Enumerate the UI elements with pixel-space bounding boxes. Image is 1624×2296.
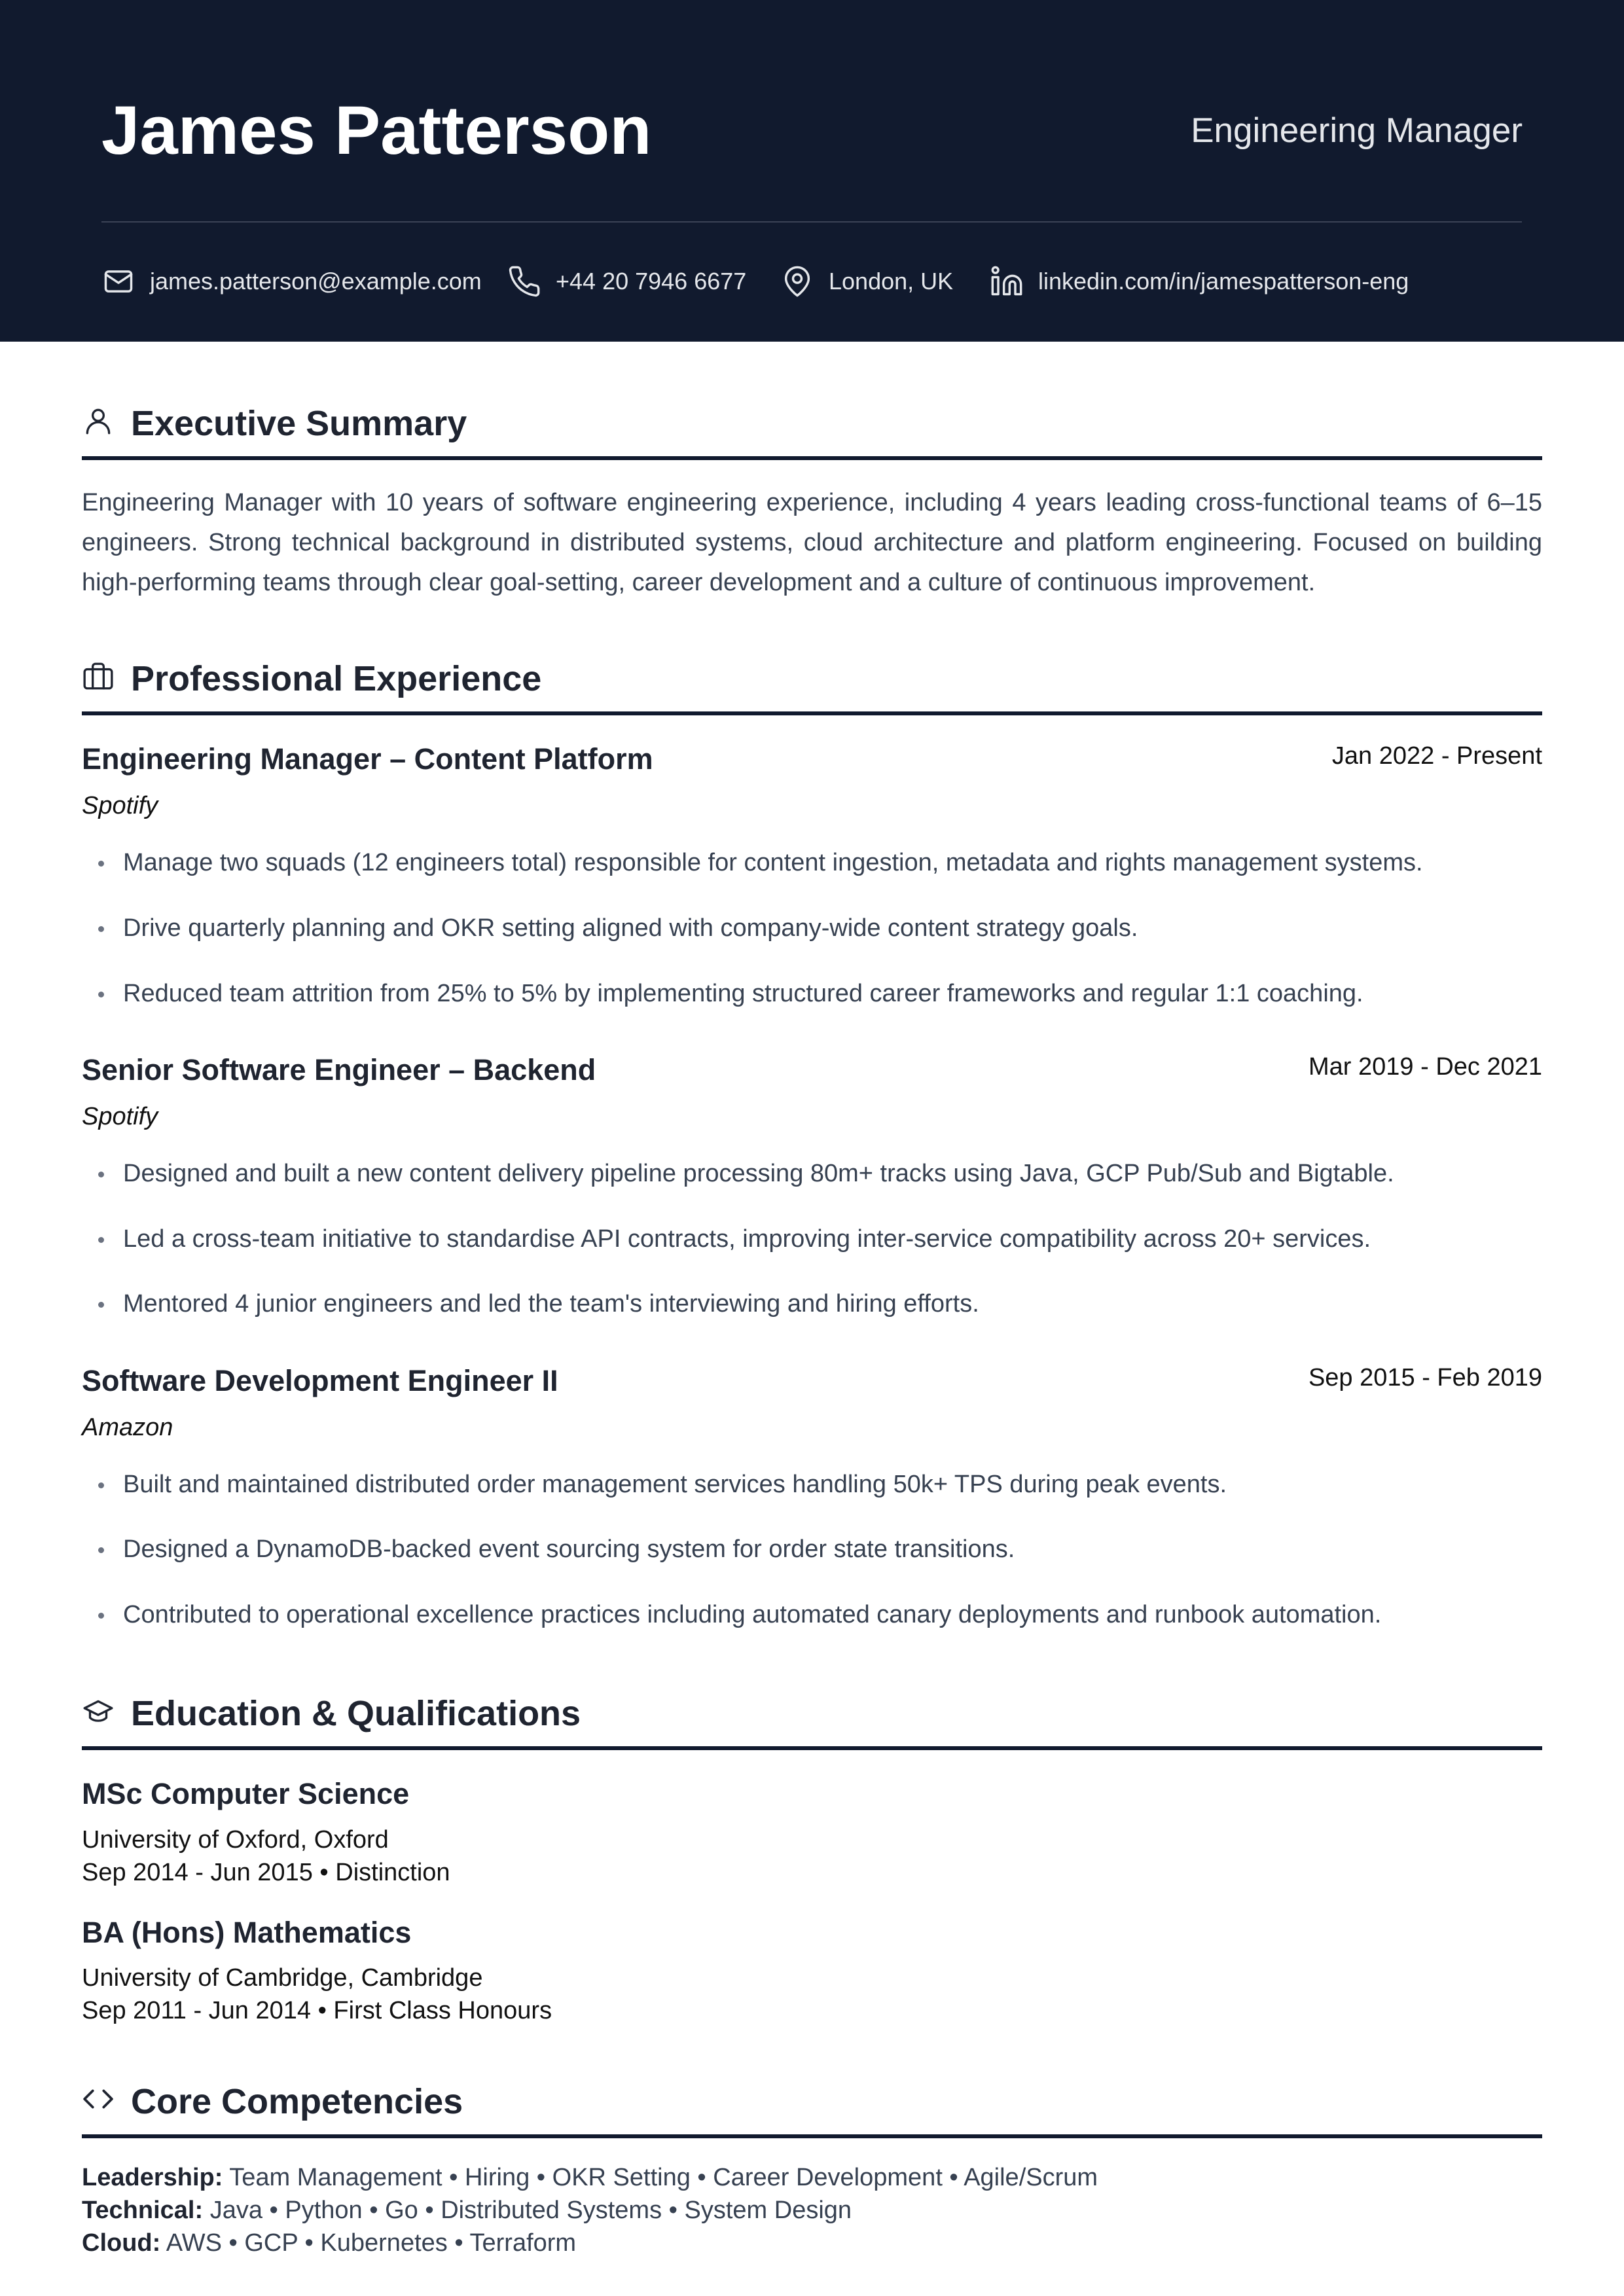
job-bullet [98,1285,979,1322]
competency-value: Team Management • Hiring • OKR Setting • Career Development • Agile/Scrum [229,2164,1098,2191]
education-degree: MSc Computer Science [82,1777,410,1810]
job-title: Engineering Manager – Content Platform [82,742,653,776]
section-divider [82,711,1542,715]
job-bullet-text: Drive quarterly planning and OKR setting aligned with company-wide content strategy goals. [123,914,1138,942]
section-divider [82,456,1542,460]
job-dates: Sep 2015 - Feb 2019 [1308,1364,1542,1391]
competency-label: Leadership: [82,2164,223,2191]
section-summary-heading [82,401,1542,453]
competency-line [82,2161,1098,2194]
section-competencies-heading [82,2079,1542,2131]
summary-text: Engineering Manager with 10 years of software engineering experience, including 4 years leading cross-functional teams of 6–15 engineers. Strong technical background in distributed systems, cloud architecture and platform engineering. Focused on building high-performing teams through clear goal-setting, career development and a culture of continuous improvement. [82,489,1542,596]
competency-label: Technical: [82,2197,204,2224]
job-bullet [98,1155,1394,1192]
phone-icon [507,264,541,298]
job-bullet [98,910,1138,946]
job-bullet [98,1531,1015,1568]
resume-header [0,0,1624,342]
code-icon [82,2083,115,2115]
briefcase-icon [82,660,115,692]
job-bullet-text: Mentored 4 junior engineers and led the team's interviewing and hiring efforts. [123,1290,979,1318]
contact-phone-text: +44 20 7946 6677 [556,268,747,295]
job-bullet [98,1221,1371,1257]
job-bullet-text: Reduced team attrition from 25% to 5% by implementing structured career frameworks and regular 1:1 coaching. [123,980,1363,1007]
job-company: Spotify [82,1103,158,1130]
job-bullet-text: Contributed to operational excellence practices including automated canary deployments and runbook automation. [123,1601,1382,1628]
contact-linkedin[interactable] [990,259,1409,304]
user-icon [82,404,115,437]
job-bullet [98,1596,1381,1633]
section-education-heading [82,1691,1542,1743]
job-bullet-text: Built and maintained distributed order management services handling 50k+ TPS during peak events. [123,1471,1227,1498]
section-title: Executive Summary [131,404,467,443]
competency-value: Java • Python • Go • Distributed Systems • System Design [209,2197,852,2224]
job-dates: Mar 2019 - Dec 2021 [1308,1053,1542,1081]
job-dates: Jan 2022 - Present [1331,742,1542,770]
candidate-role: Engineering Manager [1191,111,1523,150]
contact-email[interactable] [101,259,482,304]
competency-label: Cloud: [82,2229,161,2257]
education-institution: University of Cambridge, Cambridge [82,1964,483,1992]
section-title: Education & Qualifications [131,1694,581,1733]
competency-line [82,2227,576,2259]
job-bullet [98,975,1363,1012]
section-experience-heading [82,656,1542,708]
job-bullet-text: Led a cross-team initiative to standardise API contracts, improving inter-service compatibility across 20+ services. [123,1225,1371,1253]
section-divider [82,2134,1542,2138]
section-divider [82,1746,1542,1750]
job-company: Spotify [82,792,158,819]
job-title: Software Development Engineer II [82,1364,558,1397]
competency-value: AWS • GCP • Kubernetes • Terraform [166,2229,577,2257]
competency-line [82,2194,852,2227]
education-details: Sep 2011 - Jun 2014 • First Class Honours [82,1997,552,2024]
job-bullet-text: Designed a DynamoDB-backed event sourcing system for order state transitions. [123,1535,1015,1563]
header-divider [101,221,1522,223]
graduation-cap-icon [82,1695,115,1727]
job-bullet-text: Designed and built a new content delivery pipeline processing 80m+ tracks using Java, GCP Pub/Sub and Bigtable. [123,1160,1394,1187]
job-company: Amazon [82,1414,173,1441]
job-bullet [98,844,1423,881]
job-title: Senior Software Engineer – Backend [82,1053,596,1086]
education-degree: BA (Hons) Mathematics [82,1916,412,1949]
contact-phone[interactable] [507,259,746,304]
section-title: Core Competencies [131,2082,463,2121]
job-bullet-text: Manage two squads (12 engineers total) responsible for content ingestion, metadata and rights management systems. [123,849,1423,876]
contact-location [780,259,953,304]
education-details: Sep 2014 - Jun 2015 • Distinction [82,1859,450,1886]
education-institution: University of Oxford, Oxford [82,1826,389,1854]
section-title: Professional Experience [131,659,542,698]
linkedin-icon [990,264,1024,298]
candidate-name: James Patterson [101,92,652,169]
contact-location-text: London, UK [829,268,954,295]
mail-icon [101,264,135,298]
map-pin-icon [780,264,814,298]
contact-email-text: james.patterson@example.com [150,268,482,295]
job-bullet [98,1466,1227,1503]
contact-linkedin-text: linkedin.com/in/jamespatterson-eng [1038,268,1409,295]
